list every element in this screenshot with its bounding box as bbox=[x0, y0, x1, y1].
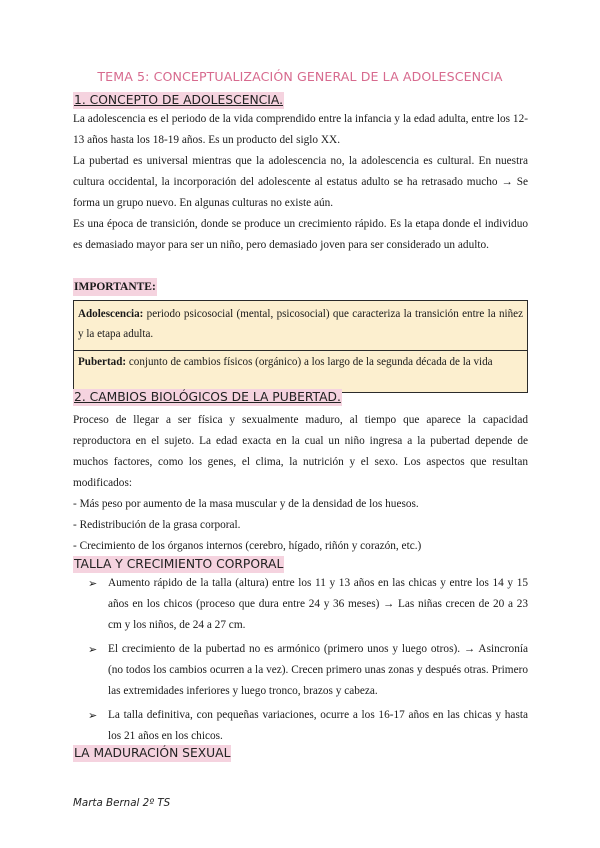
arrow-bullet-icon: ➢ bbox=[88, 709, 98, 722]
list-item: - Crecimiento de los órganos internos (cerebro, hígado, riñón y corazón, etc.) bbox=[73, 540, 422, 552]
paragraph-transicion: Es una época de transición, donde se produce un crecimiento rápido. Es la etapa donde el individuo es demasiado mayor para ser un niño, pero demasiado joven para ser considerado un adulto. bbox=[73, 218, 528, 251]
document-title: TEMA 5: CONCEPTUALIZACIÓN GENERAL DE LA ADOLESCENCIA bbox=[97, 69, 503, 84]
definition-text: conjunto de cambios físicos (orgánico) a los largo de la segunda década de la vida bbox=[126, 356, 493, 368]
bullet-list bbox=[88, 573, 528, 750]
bullet-text: El crecimiento de la pubertad no es armónico (primero unos y luego otros). → Asincronía (no todos los cambios ocurren a la vez). Crecen primero unas zonas y después otras. Primero las extremidades inferiores y luego tronco, brazos y cabeza. bbox=[108, 643, 528, 697]
list-item bbox=[88, 705, 528, 747]
list-item bbox=[88, 639, 528, 702]
definitions-table bbox=[73, 300, 528, 393]
definition-row bbox=[74, 301, 528, 351]
footer-author: Marta Bernal 2º TS bbox=[73, 797, 171, 809]
definition-text: periodo psicosocial (mental, psicosocial) que caracteriza la transición entre la niñez y la etapa adulta. bbox=[78, 308, 523, 340]
arrow-bullet-icon: ➢ bbox=[88, 643, 98, 656]
list-item bbox=[88, 573, 528, 636]
important-label: IMPORTANTE: bbox=[73, 278, 157, 296]
paragraph-definition: La adolescencia es el periodo de la vida comprendido entre la infancia y la edad adulta, entre los 12-13 años hasta los 18-19 años. Es un producto del siglo XX. bbox=[73, 113, 528, 146]
definition-term: Pubertad: bbox=[78, 356, 127, 368]
list-item: - Redistribución de la grasa corporal. bbox=[73, 519, 241, 531]
section-heading-cambios: 2. CAMBIOS BIOLÓGICOS DE LA PUBERTAD. bbox=[74, 390, 341, 404]
paragraph-pubertad-cultural: La pubertad es universal mientras que la adolescencia no, la adolescencia es cultural. En nuestra cultura occidental, la incorporación del adolescente al estatus adulto se ha retrasado mucho → Se forma un grupo nuevo. En algunas culturas no existe aún. bbox=[73, 155, 528, 209]
list-item: - Más peso por aumento de la masa muscular y de la densidad de los huesos. bbox=[73, 498, 419, 510]
paragraph-proceso: Proceso de llegar a ser física y sexualmente maduro, al tiempo que aparece la capacidad reproductora en el sujeto. La edad exacta en la cual un niño ingresa a la pubertad depende de muchos factores, como los genes, el clima, la nutrición y el sexo. Los aspectos que resultan modificados: bbox=[73, 414, 528, 489]
bullet-text: Aumento rápido de la talla (altura) entre los 11 y 13 años en las chicas y entre los 14 y 15 años en los chicos (proceso que dura entre 24 y 36 meses) → Las niñas crecen de 20 a 23 cm y los niños, de 24 a 27 cm. bbox=[108, 577, 528, 631]
section-heading-concepto: 1. CONCEPTO DE ADOLESCENCIA. bbox=[74, 93, 283, 107]
section-heading-talla: TALLA Y CRECIMIENTO CORPORAL bbox=[74, 557, 284, 571]
arrow-bullet-icon: ➢ bbox=[88, 577, 98, 590]
definition-cell-adolescencia bbox=[74, 301, 528, 351]
definition-row bbox=[74, 351, 528, 393]
section-heading-maduracion: LA MADURACIÓN SEXUAL bbox=[74, 746, 231, 760]
bullet-text: La talla definitiva, con pequeñas variaciones, ocurre a los 16-17 años en las chicas y hasta los 21 años en los chicos. bbox=[108, 709, 528, 742]
definition-cell-pubertad bbox=[74, 351, 528, 393]
definition-term: Adolescencia: bbox=[78, 308, 144, 320]
